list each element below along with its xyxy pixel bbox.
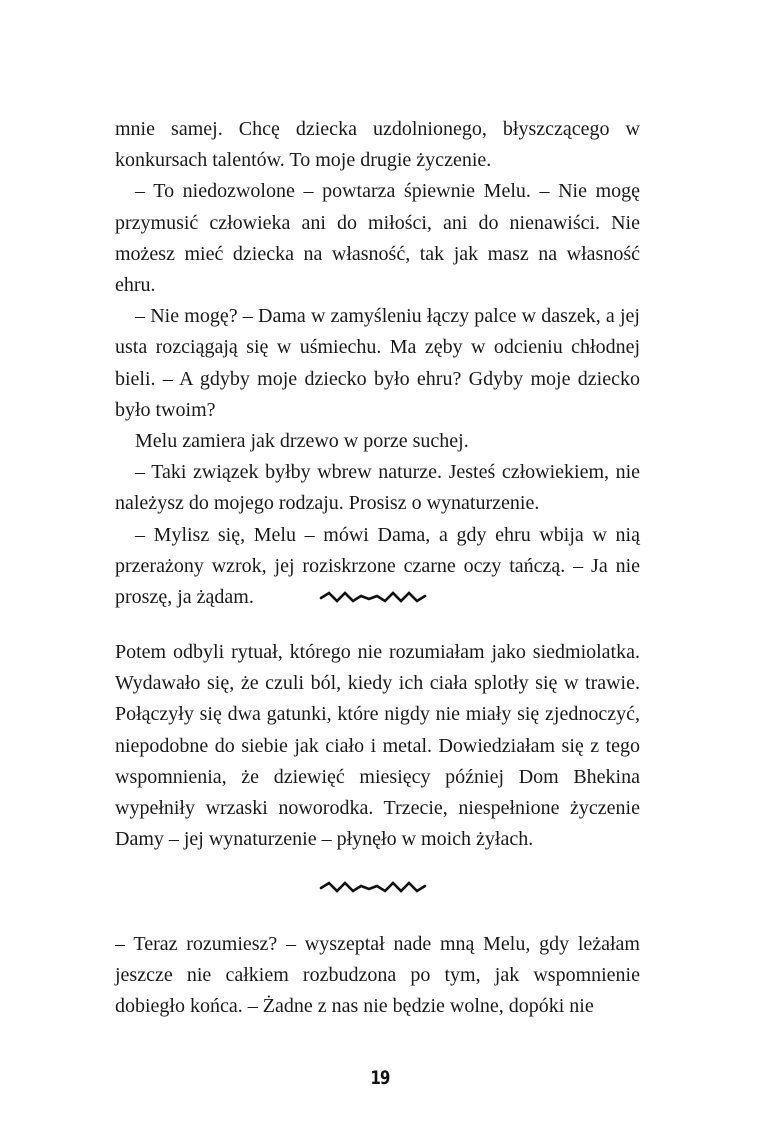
paragraph: – Nie mogę? – Dama w zamyśleniu łączy palce w daszek, a jej usta rozciągają się w uśmiechu. Ma zęby w odcieniu chłodnej bieli. – A gdyby moje dziecko było ehru? Gdyby moje dziecko było twoim?	[115, 305, 640, 421]
paragraph: Melu zamiera jak drzewo w porze suchej.	[135, 430, 469, 453]
page-number: 19	[370, 1067, 390, 1089]
text-section-2	[115, 637, 640, 855]
paragraph: – To niedozwolone – powtarza śpiewnie Melu. – Nie mogę przymusić człowieka ani do miłości, ani do nienawiści. Nie możesz mieć dziecka na własność, tak jak masz na własność ehru.	[115, 180, 640, 297]
paragraph: – Teraz rozumiesz? – wyszeptał nade mną Melu, gdy leżałam jeszcze nie całkiem rozbudzona po tym, jak wspomnienie dobiegło końca. – Żadne z nas nie będzie wolne, dopóki nie	[115, 933, 640, 1018]
paragraph: mnie samej. Chcę dziecka uzdolnionego, błyszczącego w konkursach talentów. To moje drugie życzenie.	[115, 118, 640, 172]
paragraph: – Mylisz się, Melu – mówi Dama, a gdy ehru wbija w nią przerażony wzrok, jej roziskrzone czarne oczy tańczą. – Ja nie proszę, ja żądam.	[115, 523, 640, 609]
text-section-3	[115, 929, 640, 1023]
zigzag-ornament-icon	[319, 880, 429, 896]
text-section-1	[115, 114, 640, 613]
paragraph: Potem odbyli rytuał, którego nie rozumiałam jako siedmiolatka. Wydawało się, że czuli ból, kiedy ich ciała splotły się w trawie. Połączyły się dwa gatunki, które nigdy nie miały się zjednoczyć, niepodobne do siebie jak ciało i metal. Dowiedziałam się z tego wspomnienia, że dziewięć miesięcy później Dom Bhekina wypełniły wrzaski noworodka. Trzecie, niespełnione życzenie Damy – jej wynaturzenie – płynęło w moich żyłach.	[115, 641, 640, 851]
paragraph: – Taki związek byłby wbrew naturze. Jesteś człowiekiem, nie należysz do mojego rodzaju. Prosisz o wynaturzenie.	[115, 461, 640, 515]
zigzag-ornament-icon	[319, 590, 429, 606]
